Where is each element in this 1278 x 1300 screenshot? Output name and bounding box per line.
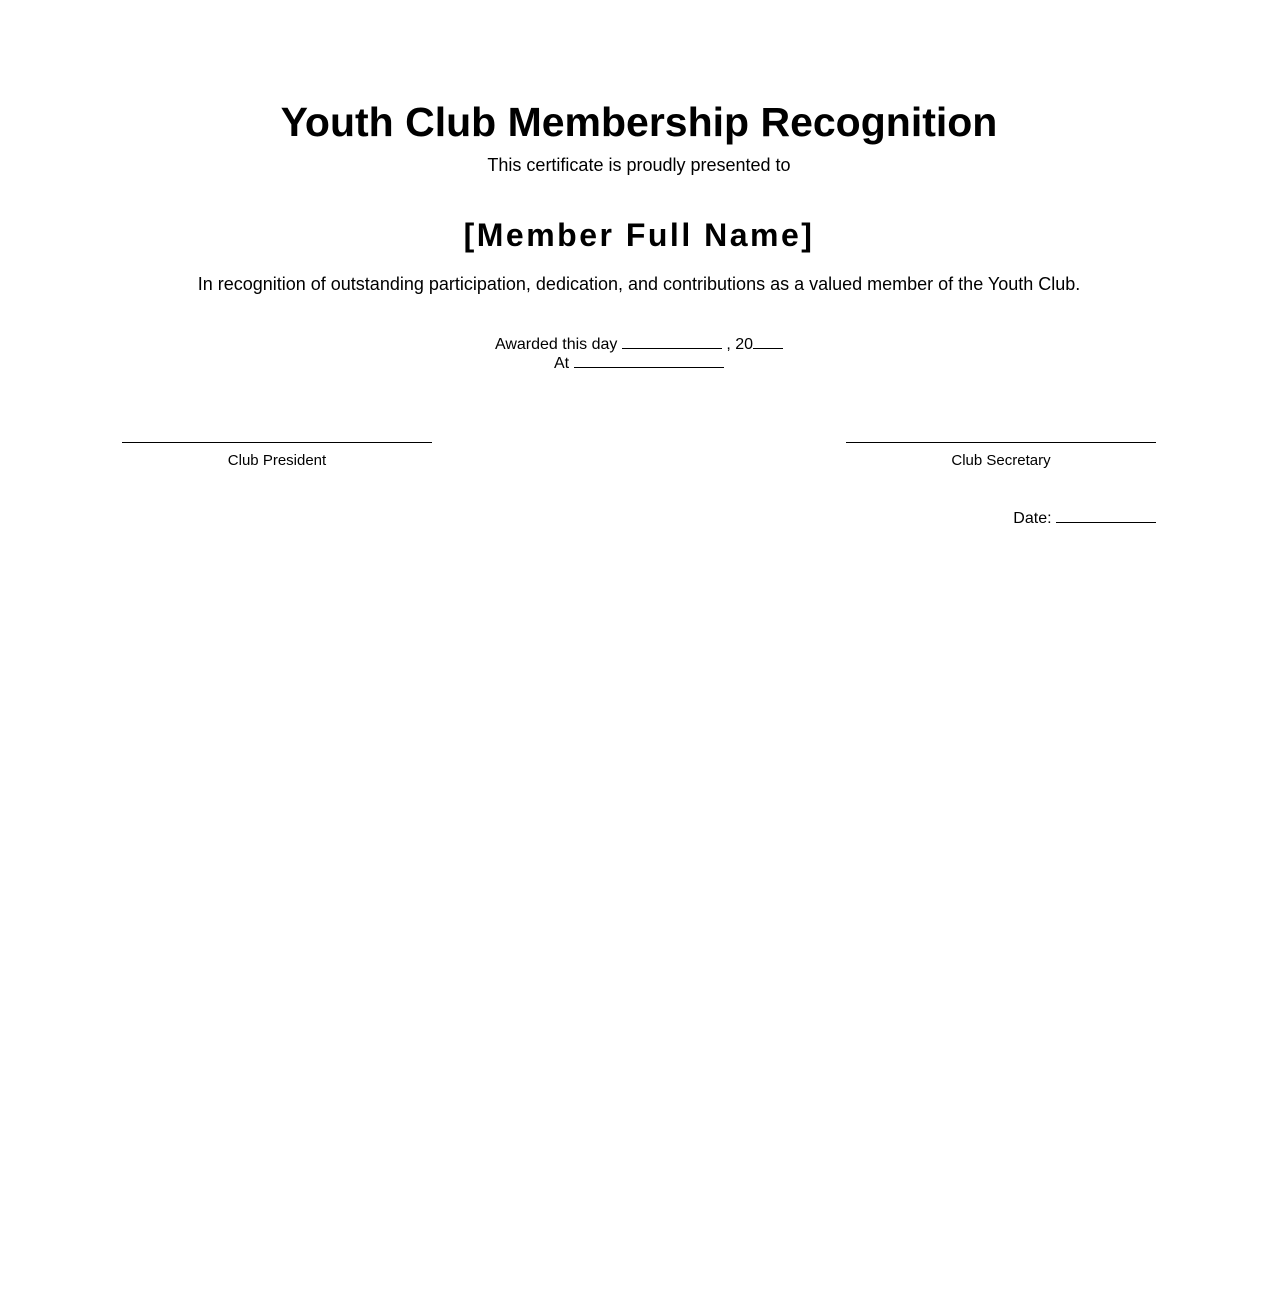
president-signature [122,442,432,470]
signature-label: Club President [227,452,327,469]
signature-line [846,442,1156,443]
location-blank [574,353,724,368]
awarded-label: Awarded this day [494,336,618,353]
signature-line [122,442,432,443]
location-line [554,353,724,373]
year-prefix: , 20 [726,336,754,353]
year-blank [753,334,783,349]
date-label: Date: [1013,510,1052,527]
at-label: At [554,355,570,372]
secretary-signature [846,442,1156,470]
signature-label: Club Secretary [951,452,1051,469]
recognition-text: In recognition of outstanding participation, dedication, and contributions as a valued member of the Youth Club. [197,274,1081,294]
certificate-subtitle: This certificate is proudly presented to [487,155,791,175]
date-blank [1056,508,1156,523]
certificate-title: Youth Club Membership Recognition [280,99,998,145]
awarded-line [0,334,1278,354]
date-field [1013,508,1156,528]
member-name: [Member Full Name] [463,217,815,253]
day-blank [622,334,722,349]
